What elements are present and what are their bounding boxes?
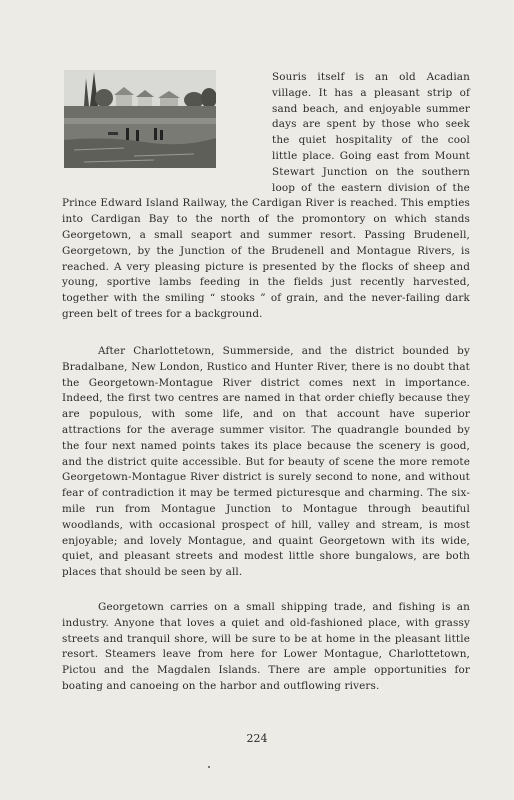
paragraph-3: Georgetown carries on a small shipping trade, and fishing is an industry. Anyone that loves a quiet and old-fashioned place, with grassy streets and tranquil shore, will be sure to be at home in the pleasant little resort. Steamers leave from here for Lower Montague, Charlottetown, Pictou and the Magdalen Islands. There are ample opportunities for boating and canoeing on the harbor and outflowing rivers. — [62, 601, 470, 692]
paragraph-2: After Charlottetown, Summerside, and the district bounded by Bradalbane, New London, Rustico and Hunter River, there is no doubt that the Georgetown-Montague River district comes next in importance. Indeed, the first two centres are named in that order chiefly because they are populous, with some life, and on that account have superior attractions for the average summer visitor. The quadrangle bounded by the four next named points takes its place because the scenery is good, and the district quite accessible. But for beauty of scene the more remote Georgetown-Montague River district is surely second to none, and without fear of contradiction it may be termed picturesque and charming. The six-mile run from Montague Junction to Montague through beautiful woodlands, with occasional prospect of hill, valley and stream, is most enjoyable; and lovely Montague, and quaint Georgetown with its wide, quiet, and pleasant streets and modest little shore bungalows, are both places that should be seen by all. — [62, 345, 470, 579]
page-number: 224 — [246, 732, 268, 745]
photo-text-wrap-spacer — [62, 70, 272, 190]
paragraph-1-text: Souris itself is an old Acadian village. It has a pleasant strip of sand beach, and enjoyable summer days are spent by those who seek the quiet hospitality of the cool little place. Going east from Mount Stewart Junction on the southern loop of the eastern division of the Prince Edward Island Railway, the Cardigan River is reached. This empties into Cardigan Bay to the north of the promontory on which stands Georgetown, a small seaport and summer resort. Passing Brudenell, Georgetown, by the Junction of the Brudenell and Montague Rivers, is reached. A very pleasing picture is presented by the flocks of sheep and young, sportive lambs feeding in the fields just recently harvested, together with the smiling “ stooks ” of grain, and the never-failing dark green belt of trees for a background. — [62, 71, 470, 320]
paragraph-1 — [62, 70, 470, 323]
print-speck — [208, 766, 210, 768]
